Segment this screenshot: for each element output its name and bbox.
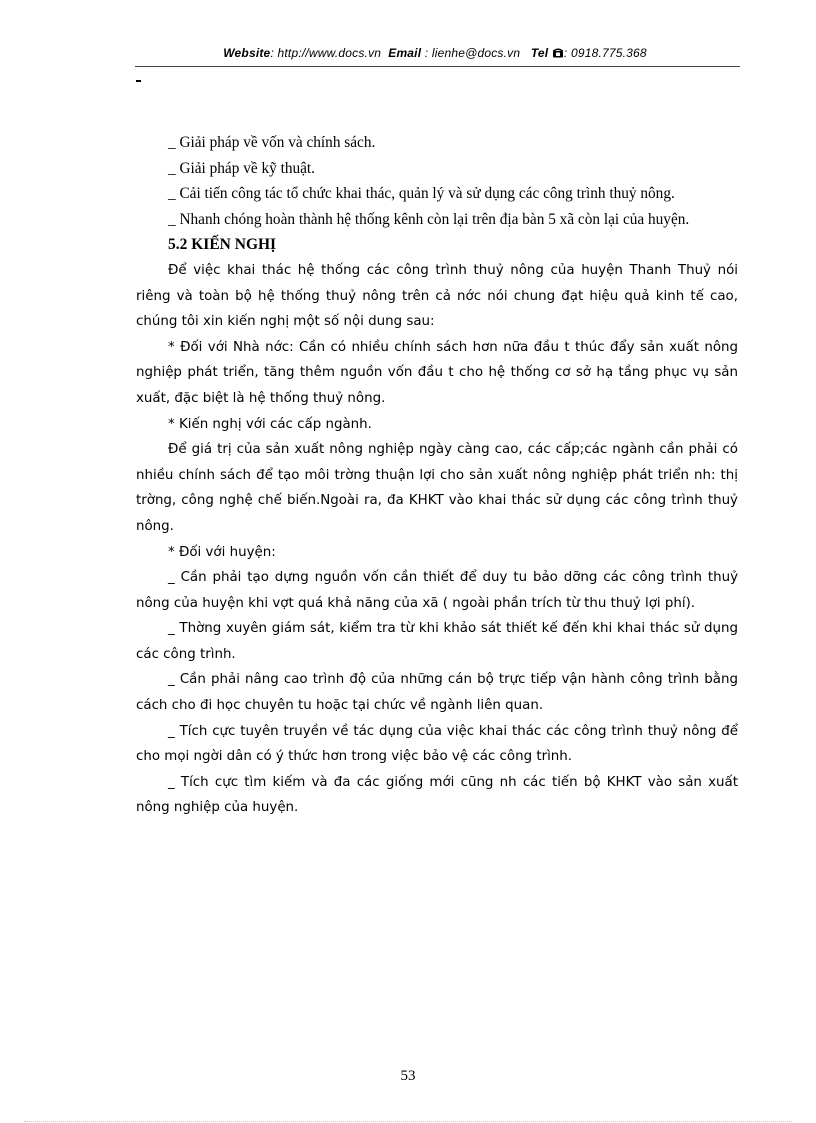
website-label: Website: [223, 46, 271, 60]
paragraph-capital: _ Cần phải tạo dựng nguồn vốn cần thiết để duy tu bảo dỡng các công trình thuỷ nông của huyện khi vợt quá khả năng của xã ( ngoài phần trích từ thu thuỷ lợi phí).: [136, 570, 738, 611]
paragraph-improve-management: _ Cải tiến công tác tổ chức khai thác, quản lý và sử dụng các công trình thuỷ nông.: [168, 185, 675, 203]
footer-divider: [24, 1121, 792, 1122]
paragraph-solution-technique: _ Giải pháp về kỹ thuật.: [168, 159, 315, 177]
paragraph-district: * Đối với huyện:: [168, 544, 276, 560]
paragraph-propaganda: _ Tích cực tuyên truyền về tác dụng của việc khai thác các công trình thuỷ nông để cho mọi ngời dân có ý thức hơn trong việc bảo vệ các công trình.: [136, 723, 738, 765]
email-label: Email: [388, 46, 422, 60]
section-heading: 5.2 KIẾN NGHỊ: [168, 236, 277, 254]
telephone-icon: [552, 47, 564, 61]
email-value: : lienhe@docs.vn: [421, 46, 521, 60]
page-header: [130, 46, 740, 61]
dash-mark: [136, 80, 141, 82]
tel-value: : 0918.775.368: [563, 46, 647, 60]
paragraph-varieties: _ Tích cực tìm kiếm và đa các giống mới cũng nh các tiến bộ KHKT vào sản xuất nông nghiệp của huyện.: [136, 774, 738, 816]
paragraph-training: _ Cần phải nâng cao trình độ của những cán bộ trực tiếp vận hành công trình bằng cách cho đi học chuyên tu hoặc tại chức về ngành liên quan.: [136, 672, 738, 714]
paragraph-complete-canals: _ Nhanh chóng hoàn thành hệ thống kênh còn lại trên địa bàn 5 xã còn lại của huyện.: [168, 210, 690, 228]
paragraph-solution-capital: _ Giải pháp về vốn và chính sách.: [168, 134, 376, 151]
paragraph-levels: * Kiến nghị với các cấp ngành.: [168, 416, 372, 432]
paragraph-supervision: _ Thờng xuyên giám sát, kiểm tra từ khi khảo sát thiết kế đến khi khai thác sử dụng các công trình.: [136, 621, 738, 662]
tel-label: Tel: [530, 46, 549, 60]
page-number: 53: [400, 1068, 416, 1084]
body-text: [136, 130, 738, 821]
paragraph-intro: Để việc khai thác hệ thống các công trình thuỷ nông của huyện Thanh Thuỷ nói riêng và toàn bộ hệ thống thuỷ nông trên cả nớc nói chung đạt hiệu quả kinh tế cao, chúng tôi xin kiến nghị một số nội dung sau:: [136, 262, 738, 330]
website-value: : http://www.docs.vn: [270, 46, 382, 60]
header-divider: [135, 66, 740, 67]
paragraph-state: * Đối với Nhà nớc: Cần có nhiều chính sách hơn nữa đầu t thúc đẩy sản xuất nông nghiệp phát triển, tăng thêm nguồn vốn đầu t cho hệ thống cơ sở hạ tầng phục vụ sản xuất, đặc biệt là hệ thống thuỷ nông.: [136, 339, 738, 406]
paragraph-agriculture: Để giá trị của sản xuất nông nghiệp ngày càng cao, các cấp;các ngành cần phải có nhiều chính sách để tạo môi trờng thuận lợi cho sản xuất nông nghiệp phát triển nh: thị trờng, công nghệ chế biến.Ngoài ra, đa KHKT vào khai thác sử dụng các công trình thuỷ nông.: [136, 442, 738, 534]
